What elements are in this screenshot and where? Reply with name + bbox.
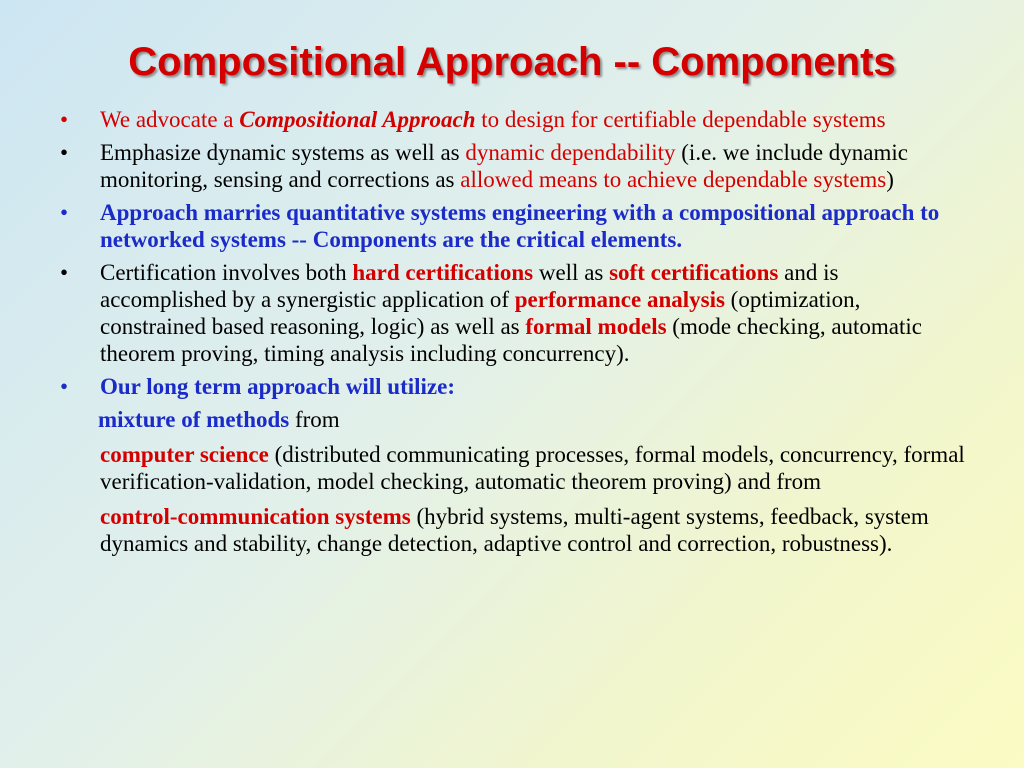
bullet-text: (mode checking, automatic theorem proving, timing analysis including concurrency). xyxy=(100,314,923,366)
sub-item-highlight: control-communication systems xyxy=(100,504,411,529)
bullet-highlight: performance analysis xyxy=(514,287,725,312)
sub-item-text: (distributed communicating processes, formal models, concurrency, formal verification-validation, model checking, automatic theorem proving) and from xyxy=(100,442,965,494)
bullet-text: We advocate a xyxy=(100,107,240,132)
bullet-text: (optimization, constrained based reasoning, logic) as well as xyxy=(100,287,861,339)
slide-body xyxy=(55,106,970,565)
bullet-emphasis: Compositional Approach xyxy=(239,107,476,132)
bullet-text: Certification involves both xyxy=(100,260,353,285)
bullet-text: and is accomplished by a synergistic application of xyxy=(100,260,839,312)
bullet-long-term-approach xyxy=(55,373,970,400)
sub-item-control-communication xyxy=(55,503,970,557)
bullet-dot: • xyxy=(60,374,69,399)
sub-item-text: from xyxy=(289,407,340,432)
bullet-compositional-approach xyxy=(55,106,970,133)
sub-item-highlight: mixture of methods xyxy=(98,407,290,432)
sub-item-highlight: computer science xyxy=(100,442,269,467)
bullet-highlight: soft certifications xyxy=(609,260,779,285)
bullet-text: to design for certifiable dependable systems xyxy=(475,107,886,132)
bullet-text: ) xyxy=(886,167,894,192)
slide-title: Compositional Approach -- Components xyxy=(128,40,896,84)
sub-item-text: (hybrid systems, multi-agent systems, feedback, system dynamics and stability, change detection, adaptive control and correction, robustness). xyxy=(100,504,929,556)
bullet-text: Approach marries quantitative systems engineering with a compositional approach to networked systems -- Components are the critical elements. xyxy=(100,200,940,252)
sub-item-computer-science xyxy=(55,441,970,495)
bullet-dot: • xyxy=(60,200,69,225)
bullet-highlight: dynamic dependability xyxy=(465,140,676,165)
bullet-approach-marries xyxy=(55,199,970,253)
bullet-text: Emphasize dynamic systems as well as xyxy=(100,140,466,165)
bullet-certification xyxy=(55,259,970,367)
bullet-dot: • xyxy=(60,260,69,285)
bullet-text: (i.e. we include dynamic monitoring, sensing and corrections as xyxy=(100,140,908,192)
sub-item-mixture-of-methods xyxy=(55,406,970,433)
bullet-highlight: allowed means to achieve dependable systems xyxy=(460,167,887,192)
bullet-dot: • xyxy=(60,140,69,165)
bullet-dot: • xyxy=(60,107,69,132)
bullet-text: well as xyxy=(533,260,610,285)
bullet-highlight: hard certifications xyxy=(352,260,534,285)
bullet-dynamic-systems xyxy=(55,139,970,193)
bullet-text: Our long term approach will utilize: xyxy=(100,374,455,399)
bullet-highlight: formal models xyxy=(525,314,667,339)
